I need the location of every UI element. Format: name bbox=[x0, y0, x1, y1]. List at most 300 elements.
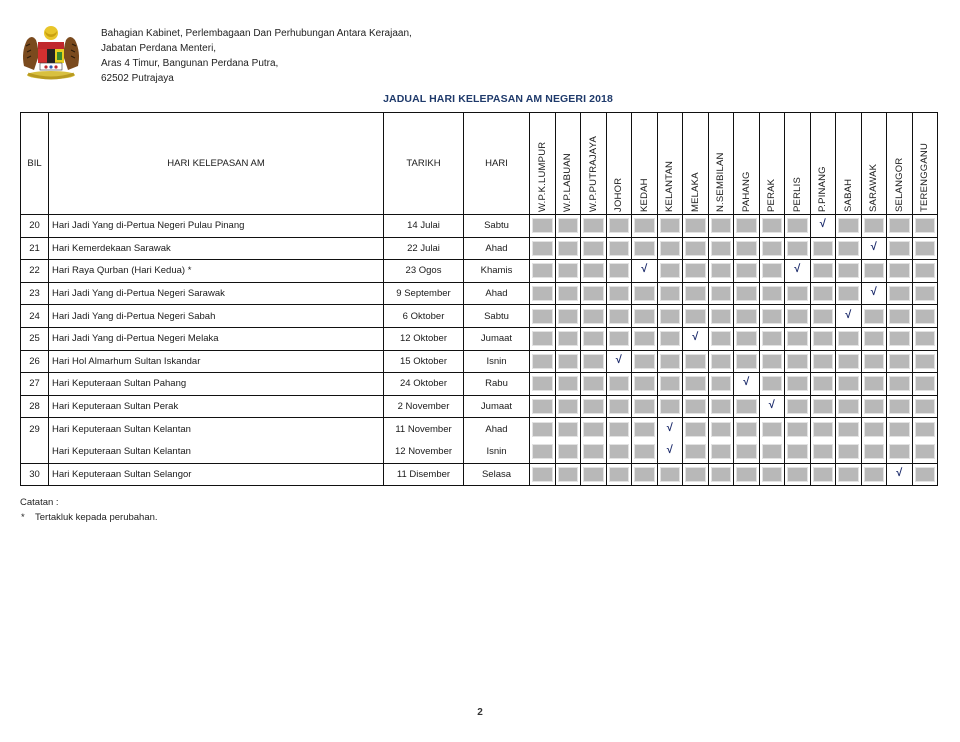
state-cell-checked bbox=[864, 241, 885, 256]
address-line: Jabatan Perdana Menteri, bbox=[101, 43, 217, 54]
state-cell bbox=[861, 327, 887, 350]
holiday-date: 22 Julai bbox=[384, 237, 464, 260]
state-cell bbox=[810, 215, 836, 238]
holiday-day: Rabu bbox=[464, 373, 530, 396]
state-cell-checked bbox=[762, 399, 783, 414]
state-cell-empty bbox=[813, 309, 834, 324]
state-cell-checked bbox=[864, 286, 885, 301]
state-cell bbox=[683, 440, 709, 463]
table-row bbox=[21, 350, 938, 373]
state-cell-empty bbox=[685, 354, 706, 369]
state-cell-empty bbox=[685, 286, 706, 301]
state-cell bbox=[810, 350, 836, 373]
state-cell bbox=[759, 305, 785, 328]
column-header-state bbox=[734, 113, 760, 215]
checkmark-icon: √ bbox=[845, 308, 852, 321]
state-cell bbox=[530, 395, 556, 418]
holiday-date: 23 Ogos bbox=[384, 260, 464, 283]
state-cell bbox=[606, 215, 632, 238]
state-cell bbox=[759, 260, 785, 283]
state-cell-empty bbox=[634, 331, 655, 346]
holiday-date: 2 November bbox=[384, 395, 464, 418]
state-cell-empty bbox=[711, 263, 732, 278]
row-number: 27 bbox=[21, 373, 49, 396]
state-cell bbox=[810, 282, 836, 305]
state-cell-empty bbox=[685, 376, 706, 391]
state-cell-empty bbox=[609, 331, 630, 346]
state-cell-empty bbox=[711, 444, 732, 459]
state-cell-empty bbox=[762, 263, 783, 278]
state-cell-empty bbox=[787, 331, 808, 346]
state-cell-empty bbox=[558, 286, 579, 301]
state-cell-empty bbox=[583, 218, 604, 233]
state-label: TERENGGANU bbox=[919, 142, 931, 212]
state-cell bbox=[606, 282, 632, 305]
state-cell-empty bbox=[864, 467, 885, 482]
state-cell bbox=[657, 327, 683, 350]
holiday-day: Isnin bbox=[464, 350, 530, 373]
address-line: Aras 4 Timur, Bangunan Perdana Putra, bbox=[101, 58, 279, 69]
state-cell-empty bbox=[532, 444, 553, 459]
state-cell bbox=[581, 282, 607, 305]
column-header-date: TARIKH bbox=[384, 113, 464, 215]
state-cell bbox=[861, 215, 887, 238]
state-cell-empty bbox=[634, 354, 655, 369]
state-label: PERLIS bbox=[791, 176, 803, 212]
state-cell-empty bbox=[915, 376, 936, 391]
state-cell-empty bbox=[787, 218, 808, 233]
state-cell-empty bbox=[864, 218, 885, 233]
state-cell bbox=[530, 463, 556, 486]
holiday-day: Jumaat bbox=[464, 327, 530, 350]
state-cell-empty bbox=[838, 444, 859, 459]
state-cell-empty bbox=[609, 241, 630, 256]
state-cell bbox=[530, 418, 556, 441]
table-row bbox=[21, 305, 938, 328]
state-cell bbox=[708, 237, 734, 260]
state-cell-empty bbox=[532, 309, 553, 324]
state-cell-empty bbox=[813, 286, 834, 301]
state-cell bbox=[785, 327, 811, 350]
state-cell-empty bbox=[813, 444, 834, 459]
state-cell-checked bbox=[736, 376, 757, 391]
state-cell-empty bbox=[736, 309, 757, 324]
column-header-state bbox=[657, 113, 683, 215]
holiday-name: Hari Keputeraan Sultan Pahang bbox=[49, 373, 384, 396]
state-cell bbox=[759, 237, 785, 260]
state-cell bbox=[887, 237, 913, 260]
state-cell-empty bbox=[736, 354, 757, 369]
state-cell-empty bbox=[660, 399, 681, 414]
state-cell bbox=[810, 260, 836, 283]
state-cell bbox=[530, 350, 556, 373]
state-cell bbox=[836, 373, 862, 396]
state-cell bbox=[887, 215, 913, 238]
state-cell bbox=[606, 440, 632, 463]
state-cell-empty bbox=[532, 467, 553, 482]
state-cell bbox=[581, 395, 607, 418]
state-cell-empty bbox=[711, 399, 732, 414]
state-cell bbox=[861, 282, 887, 305]
state-cell-empty bbox=[736, 399, 757, 414]
state-cell bbox=[606, 305, 632, 328]
state-cell-empty bbox=[685, 467, 706, 482]
state-cell bbox=[708, 395, 734, 418]
state-label: SARAWAK bbox=[868, 163, 880, 212]
state-cell-empty bbox=[583, 331, 604, 346]
state-cell-empty bbox=[787, 422, 808, 437]
state-cell bbox=[861, 373, 887, 396]
state-cell bbox=[606, 463, 632, 486]
state-cell-empty bbox=[711, 218, 732, 233]
state-cell-empty bbox=[583, 376, 604, 391]
state-cell-empty bbox=[915, 218, 936, 233]
state-cell-empty bbox=[762, 354, 783, 369]
state-cell-empty bbox=[660, 263, 681, 278]
checkmark-icon: √ bbox=[743, 376, 750, 389]
state-cell bbox=[581, 440, 607, 463]
state-cell bbox=[555, 350, 581, 373]
state-cell bbox=[683, 373, 709, 396]
state-cell bbox=[606, 350, 632, 373]
address-line: 62502 Putrajaya bbox=[101, 73, 174, 84]
holiday-date: 6 Oktober bbox=[384, 305, 464, 328]
state-cell-empty bbox=[660, 309, 681, 324]
state-cell bbox=[632, 440, 658, 463]
state-cell-empty bbox=[838, 218, 859, 233]
state-cell bbox=[861, 463, 887, 486]
state-cell bbox=[861, 395, 887, 418]
state-cell-empty bbox=[838, 263, 859, 278]
column-header-state bbox=[606, 113, 632, 215]
state-cell bbox=[683, 418, 709, 441]
state-cell-empty bbox=[787, 241, 808, 256]
state-cell-empty bbox=[787, 309, 808, 324]
state-cell-empty bbox=[660, 354, 681, 369]
state-cell-empty bbox=[660, 218, 681, 233]
state-cell-checked bbox=[813, 218, 834, 233]
state-cell-empty bbox=[762, 309, 783, 324]
state-cell bbox=[632, 305, 658, 328]
state-cell-empty bbox=[736, 467, 757, 482]
state-cell bbox=[581, 350, 607, 373]
row-number: 25 bbox=[21, 327, 49, 350]
state-cell bbox=[759, 418, 785, 441]
note-bullet: * bbox=[21, 512, 25, 523]
state-cell-empty bbox=[532, 399, 553, 414]
column-header-state bbox=[887, 113, 913, 215]
state-cell-empty bbox=[736, 218, 757, 233]
row-number: 30 bbox=[21, 463, 49, 486]
column-header-state bbox=[555, 113, 581, 215]
state-cell-checked bbox=[634, 263, 655, 278]
state-cell bbox=[836, 260, 862, 283]
state-cell-empty bbox=[915, 354, 936, 369]
state-cell bbox=[861, 440, 887, 463]
state-cell-empty bbox=[864, 444, 885, 459]
state-cell-empty bbox=[558, 376, 579, 391]
state-cell-empty bbox=[915, 241, 936, 256]
state-cell bbox=[912, 395, 938, 418]
state-cell bbox=[785, 215, 811, 238]
state-cell bbox=[708, 305, 734, 328]
holiday-name: Hari Hol Almarhum Sultan Iskandar bbox=[49, 350, 384, 373]
checkmark-icon: √ bbox=[896, 466, 903, 479]
state-cell bbox=[708, 350, 734, 373]
holiday-day: Ahad bbox=[464, 418, 530, 441]
state-cell-empty bbox=[762, 331, 783, 346]
notes-label: Catatan : bbox=[20, 497, 59, 508]
state-cell bbox=[734, 395, 760, 418]
column-header-day: HARI bbox=[464, 113, 530, 215]
state-cell bbox=[555, 395, 581, 418]
checkmark-icon: √ bbox=[768, 399, 775, 412]
state-cell bbox=[734, 305, 760, 328]
state-cell-empty bbox=[583, 286, 604, 301]
state-cell-empty bbox=[609, 467, 630, 482]
state-cell bbox=[555, 440, 581, 463]
state-cell-empty bbox=[583, 309, 604, 324]
state-cell-empty bbox=[532, 422, 553, 437]
holiday-name: Hari Keputeraan Sultan Kelantan bbox=[49, 440, 384, 463]
state-cell bbox=[632, 327, 658, 350]
coat-of-arms-logo bbox=[18, 22, 84, 82]
state-cell-empty bbox=[609, 263, 630, 278]
state-cell bbox=[887, 260, 913, 283]
state-cell-checked bbox=[838, 309, 859, 324]
page-number: 2 bbox=[477, 707, 483, 718]
state-cell-empty bbox=[864, 309, 885, 324]
state-cell bbox=[810, 418, 836, 441]
state-cell-empty bbox=[864, 331, 885, 346]
state-cell-empty bbox=[889, 218, 910, 233]
state-cell bbox=[785, 395, 811, 418]
table-header-row bbox=[21, 113, 938, 215]
state-cell-empty bbox=[634, 218, 655, 233]
state-cell-empty bbox=[915, 263, 936, 278]
holiday-day: Sabtu bbox=[464, 215, 530, 238]
row-number: 23 bbox=[21, 282, 49, 305]
state-cell-empty bbox=[558, 218, 579, 233]
state-cell bbox=[530, 305, 556, 328]
state-cell-empty bbox=[915, 467, 936, 482]
state-cell bbox=[683, 282, 709, 305]
state-cell-empty bbox=[685, 444, 706, 459]
state-cell-empty bbox=[813, 263, 834, 278]
state-cell bbox=[657, 237, 683, 260]
state-cell-empty bbox=[634, 422, 655, 437]
table-row bbox=[21, 440, 938, 463]
state-label: W.P.LABUAN bbox=[562, 152, 574, 212]
holiday-date: 24 Oktober bbox=[384, 373, 464, 396]
state-cell bbox=[785, 282, 811, 305]
state-cell-empty bbox=[609, 399, 630, 414]
state-cell-empty bbox=[889, 376, 910, 391]
column-header-state bbox=[836, 113, 862, 215]
state-cell bbox=[657, 418, 683, 441]
column-header-state bbox=[683, 113, 709, 215]
state-cell-empty bbox=[711, 331, 732, 346]
state-cell bbox=[810, 395, 836, 418]
state-cell-empty bbox=[838, 376, 859, 391]
state-cell-empty bbox=[838, 286, 859, 301]
state-cell bbox=[683, 305, 709, 328]
state-label: SABAH bbox=[842, 178, 854, 212]
column-header-state bbox=[708, 113, 734, 215]
state-cell-checked bbox=[889, 467, 910, 482]
state-cell bbox=[785, 373, 811, 396]
state-cell bbox=[708, 463, 734, 486]
state-cell bbox=[708, 260, 734, 283]
state-cell bbox=[530, 215, 556, 238]
row-number: 28 bbox=[21, 395, 49, 418]
state-cell bbox=[657, 305, 683, 328]
state-cell-empty bbox=[889, 286, 910, 301]
state-cell-empty bbox=[889, 331, 910, 346]
checkmark-icon: √ bbox=[666, 443, 673, 456]
state-cell-empty bbox=[711, 467, 732, 482]
state-cell bbox=[530, 373, 556, 396]
state-cell-empty bbox=[583, 422, 604, 437]
state-cell bbox=[606, 418, 632, 441]
state-cell bbox=[836, 237, 862, 260]
holiday-name: Hari Jadi Yang di-Pertua Negeri Sabah bbox=[49, 305, 384, 328]
table-row bbox=[21, 282, 938, 305]
state-cell bbox=[785, 260, 811, 283]
state-cell-empty bbox=[711, 354, 732, 369]
state-cell-empty bbox=[634, 444, 655, 459]
state-cell bbox=[632, 418, 658, 441]
state-cell bbox=[632, 260, 658, 283]
state-cell-empty bbox=[915, 444, 936, 459]
state-cell-empty bbox=[583, 241, 604, 256]
state-cell-empty bbox=[787, 399, 808, 414]
holiday-day: Selasa bbox=[464, 463, 530, 486]
table-body bbox=[21, 215, 938, 486]
state-cell bbox=[887, 395, 913, 418]
row-number: 21 bbox=[21, 237, 49, 260]
table-row bbox=[21, 418, 938, 441]
state-cell-empty bbox=[685, 399, 706, 414]
state-cell bbox=[836, 282, 862, 305]
state-cell bbox=[581, 327, 607, 350]
state-cell bbox=[683, 395, 709, 418]
state-cell bbox=[708, 282, 734, 305]
state-cell-empty bbox=[813, 467, 834, 482]
state-cell-empty bbox=[787, 376, 808, 391]
checkmark-icon: √ bbox=[870, 240, 877, 253]
state-cell bbox=[734, 237, 760, 260]
state-cell-empty bbox=[762, 376, 783, 391]
state-cell bbox=[632, 350, 658, 373]
state-cell bbox=[887, 440, 913, 463]
state-label: SELANGOR bbox=[893, 157, 905, 212]
state-cell bbox=[734, 373, 760, 396]
column-header-state bbox=[632, 113, 658, 215]
holiday-table bbox=[20, 112, 938, 486]
state-cell bbox=[555, 463, 581, 486]
table-row bbox=[21, 237, 938, 260]
column-header-name: HARI KELEPASAN AM bbox=[49, 113, 384, 215]
state-cell bbox=[861, 237, 887, 260]
state-cell-empty bbox=[889, 422, 910, 437]
state-label: PAHANG bbox=[740, 170, 752, 212]
holiday-date: 11 Disember bbox=[384, 463, 464, 486]
row-number: 24 bbox=[21, 305, 49, 328]
state-cell-empty bbox=[609, 376, 630, 391]
state-cell-empty bbox=[685, 218, 706, 233]
state-label: W.P.PUTRAJAYA bbox=[587, 135, 599, 212]
state-cell-empty bbox=[787, 467, 808, 482]
state-label: N.SEMBILAN bbox=[715, 151, 727, 212]
state-cell-empty bbox=[915, 286, 936, 301]
state-cell-empty bbox=[634, 467, 655, 482]
column-header-state bbox=[530, 113, 556, 215]
notes-section bbox=[20, 495, 158, 525]
state-cell-empty bbox=[864, 399, 885, 414]
state-cell-empty bbox=[711, 241, 732, 256]
state-cell-checked bbox=[685, 331, 706, 346]
checkmark-icon: √ bbox=[666, 421, 673, 434]
state-cell bbox=[734, 327, 760, 350]
state-cell bbox=[530, 440, 556, 463]
state-cell bbox=[912, 215, 938, 238]
state-cell-empty bbox=[838, 331, 859, 346]
state-cell bbox=[708, 373, 734, 396]
state-cell-empty bbox=[685, 241, 706, 256]
state-cell-empty bbox=[558, 399, 579, 414]
state-cell bbox=[785, 418, 811, 441]
state-cell bbox=[912, 440, 938, 463]
state-cell bbox=[861, 260, 887, 283]
state-cell bbox=[555, 305, 581, 328]
holiday-day: Ahad bbox=[464, 282, 530, 305]
table-row bbox=[21, 373, 938, 396]
state-cell bbox=[759, 215, 785, 238]
state-cell-empty bbox=[558, 354, 579, 369]
state-cell bbox=[581, 418, 607, 441]
state-cell bbox=[581, 237, 607, 260]
state-cell-empty bbox=[532, 241, 553, 256]
state-cell bbox=[606, 260, 632, 283]
state-cell-empty bbox=[889, 309, 910, 324]
state-cell-empty bbox=[685, 263, 706, 278]
table-row bbox=[21, 327, 938, 350]
state-cell bbox=[581, 305, 607, 328]
state-cell bbox=[912, 418, 938, 441]
state-cell bbox=[632, 282, 658, 305]
state-cell bbox=[555, 327, 581, 350]
state-cell-empty bbox=[660, 467, 681, 482]
state-cell bbox=[555, 260, 581, 283]
state-cell bbox=[683, 260, 709, 283]
state-cell-empty bbox=[889, 444, 910, 459]
state-cell-empty bbox=[762, 241, 783, 256]
state-cell bbox=[759, 350, 785, 373]
state-cell bbox=[759, 395, 785, 418]
state-cell bbox=[887, 418, 913, 441]
state-label: PERAK bbox=[766, 178, 778, 212]
state-cell bbox=[734, 463, 760, 486]
state-cell bbox=[912, 282, 938, 305]
state-cell bbox=[836, 418, 862, 441]
state-cell-empty bbox=[838, 399, 859, 414]
state-cell-empty bbox=[583, 263, 604, 278]
state-cell bbox=[887, 305, 913, 328]
holiday-date: 11 November bbox=[384, 418, 464, 441]
state-cell bbox=[734, 440, 760, 463]
row-number: 22 bbox=[21, 260, 49, 283]
